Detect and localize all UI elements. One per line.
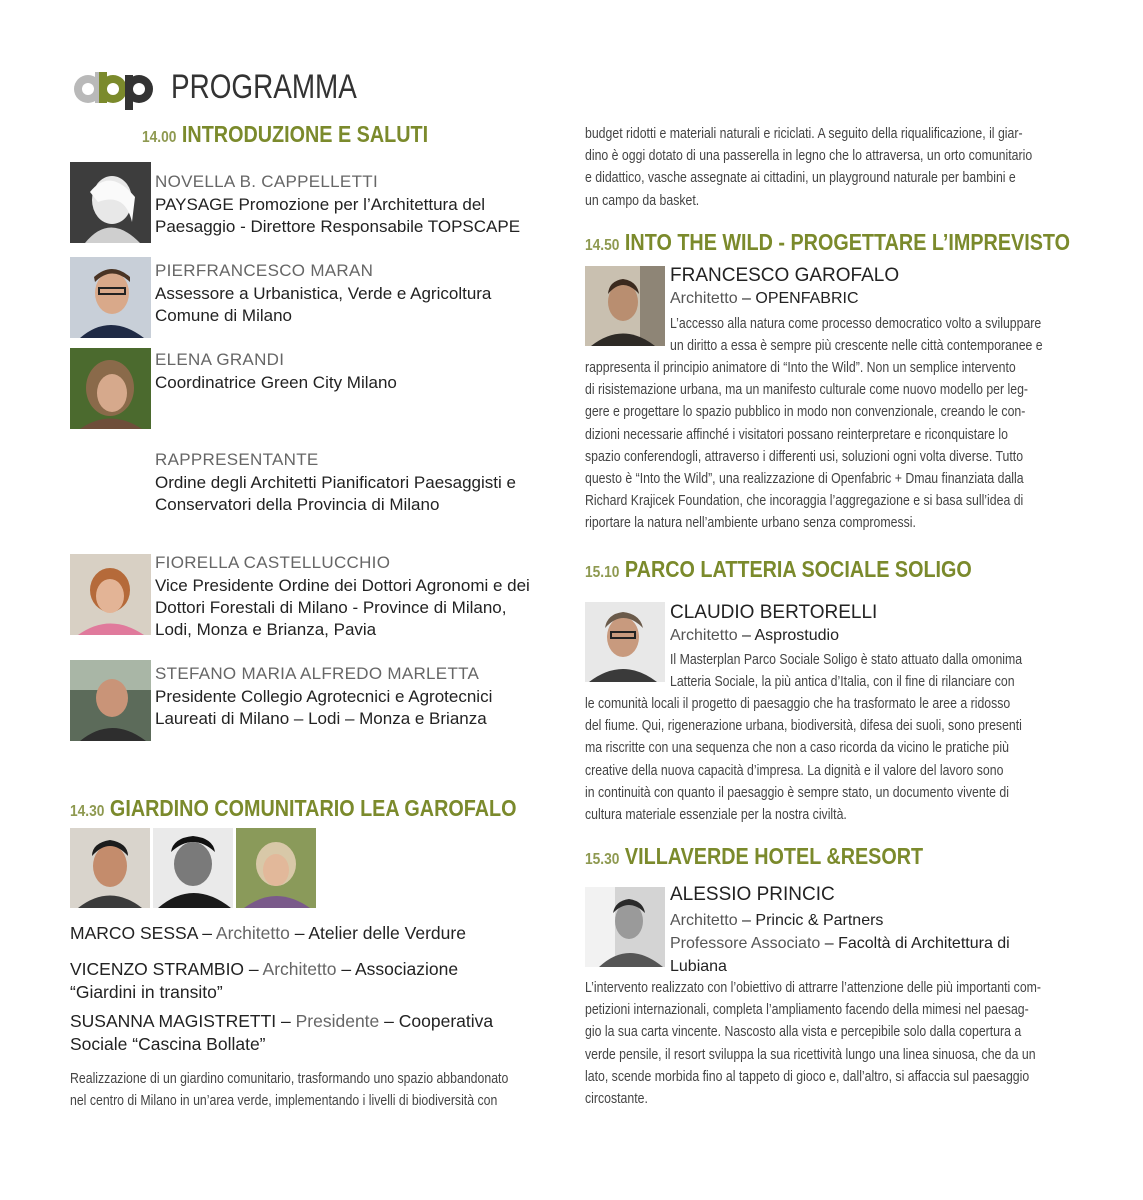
description-paragraph: rappresenta il principio animatore di “Into the Wild”. Non un semplice intervento di risistemazione urbana, ma un manifesto culturale come nuovo modello per leg- gere e progettare lo spazio pubblico in modo non convenzionale, creando le con- dizioni necessarie affinché i visitatori possano reinterpretare e riconquistare lo spazio conferendogli, attraverso i differenti usi, soluzioni ogni volta diverse. Tutto questo è “Into the Wild”, una realizzazione di Openfabric + Dmau finanziata dalla Richard Krajicek Foundation, che incoraggia l’aggregazione e si basa sull’idea di riportare la natura nell’ambiente urbano senza compromessi. [585,359,1029,532]
speaker-entry: MARCO SESSA – Architetto – Atelier delle Verdure [70,923,466,943]
speaker-photo [70,554,151,635]
speaker-role: Presidente Collegio Agrotecnici e Agrotecnici Laureati di Milano – Lodi – Monza e Brianza [155,687,493,728]
speaker-entry: VICENZO STRAMBIO – Architetto – Associazione “Giardini in transito” [70,959,459,1002]
speaker-name: ALESSIO PRINCIC [670,884,835,905]
speaker-role: Architetto – Princic & Partners Professore Associato – Facoltà di Architettura di Lubiana [670,912,1010,975]
speaker-photo [236,828,316,908]
speaker-name: PIERFRANCESCO MARAN [155,261,374,280]
description-paragraph: Realizzazione di un giardino comunitario, trasformando uno spazio abbandonato nel centro di Milano in un’area verde, implementando i livelli di biodiversità con [70,1070,509,1110]
description-paragraph: L’intervento realizzato con l’obiettivo di attrarre l’attenzione delle più importanti com- petizioni internazionali, completa l’ampliamento facendo della mimesi nel paesag- gio la sua carta vincente. Nascosto alla vista e percepibile solo dalla copertura a verde pensile, il resort sviluppa la sua ricettività lungo una linea sinuosa, che da un lato, scende morbida fino al tappeto di gioco e, dall’altro, si affaccia sul paesaggio circostante. [585,979,1042,1108]
speaker-role: Architetto – OPENFABRIC [670,290,859,307]
section-heading: 14.50 INTO THE WILD - PROGETTARE L’IMPREVISTO [585,229,1071,255]
speaker-role: PAYSAGE Promozione per l’Architettura del Paesaggio - Direttore Responsabile TOPSCAPE [155,195,521,236]
speaker-entry: SUSANNA MAGISTRETTI – Presidente – Cooperativa Sociale “Cascina Bollate” [70,1011,494,1054]
section-heading: 14.30 GIARDINO COMUNITARIO LEA GAROFALO [70,795,517,821]
speaker-role: Assessore a Urbanistica, Verde e Agricoltura Comune di Milano [155,284,492,325]
speaker-photo [153,828,233,908]
page-title: PROGRAMMA [171,68,357,106]
speaker-name: STEFANO MARIA ALFREDO MARLETTA [155,664,480,683]
speaker-role: Coordinatrice Green City Milano [155,373,397,392]
section-heading: 14.00 INTRODUZIONE E SALUTI [142,121,429,147]
speaker-photo [70,828,150,908]
speaker-name: FRANCESCO GAROFALO [670,265,900,286]
speaker-photo [585,266,665,346]
speaker-name: CLAUDIO BERTORELLI [670,602,878,623]
speaker-role: Ordine degli Architetti Pianificatori Paesaggisti e Conservatori della Provincia di Milano [155,473,516,514]
section-heading: 15.30 VILLAVERDE HOTEL &RESORT [585,843,924,869]
speaker-name: NOVELLA B. CAPPELLETTI [155,172,378,191]
description-paragraph: Il Masterplan Parco Sociale Soligo è stato attuato dalla omonima Latteria Sociale, la più antica d’Italia, con il fine di rilanciare con [670,651,1023,691]
speaker-photo [70,348,151,429]
speaker-role: Vice Presidente Ordine dei Dottori Agronomi e dei Dottori Forestali di Milano - Province di Milano, Lodi, Monza e Brianza, Pavia [155,576,530,639]
speaker-photo [70,257,151,338]
description-paragraph: L’accesso alla natura come processo democratico volto a sviluppare un diritto a essa è sempre più crescente nelle città contemporanee e [670,315,1043,355]
speaker-name: ELENA GRANDI [155,350,285,369]
section-heading: 15.10 PARCO LATTERIA SOCIALE SOLIGO [585,556,972,582]
speaker-photo [585,887,665,967]
description-paragraph: budget ridotti e materiali naturali e riciclati. A seguito della riqualificazione, il giar- dino è oggi dotato di una passerella in legno che lo attraversa, un orto comunitario e didattico, vasche assegnate ai cittadini, un playground naturale per bambini e un campo da basket. [585,125,1033,209]
speaker-photo [585,602,665,682]
logo [68,66,160,112]
speaker-photo [70,660,151,741]
description-paragraph: le comunità locali il progetto di paesaggio che ha trasformato le aree a ridosso del fiume. Qui, rigenerazione urbana, biodiversità, difesa dei suoli, sono presenti ma riscritte con una sequenza che non a caso ricorda da vicino le pratiche più creative della nuova capacità d’impresa. La dignità e il valore del lavoro sono in continuità con quanto il paesaggio è sempre stato, un documento vivente di cultura materiale essenziale per la nostra civiltà. [585,695,1022,824]
speaker-photo [70,162,151,243]
speaker-name: FIORELLA CASTELLUCCHIO [155,553,391,572]
speaker-role: Architetto – Asprostudio [670,627,839,644]
speaker-name: RAPPRESENTANTE [155,450,319,469]
